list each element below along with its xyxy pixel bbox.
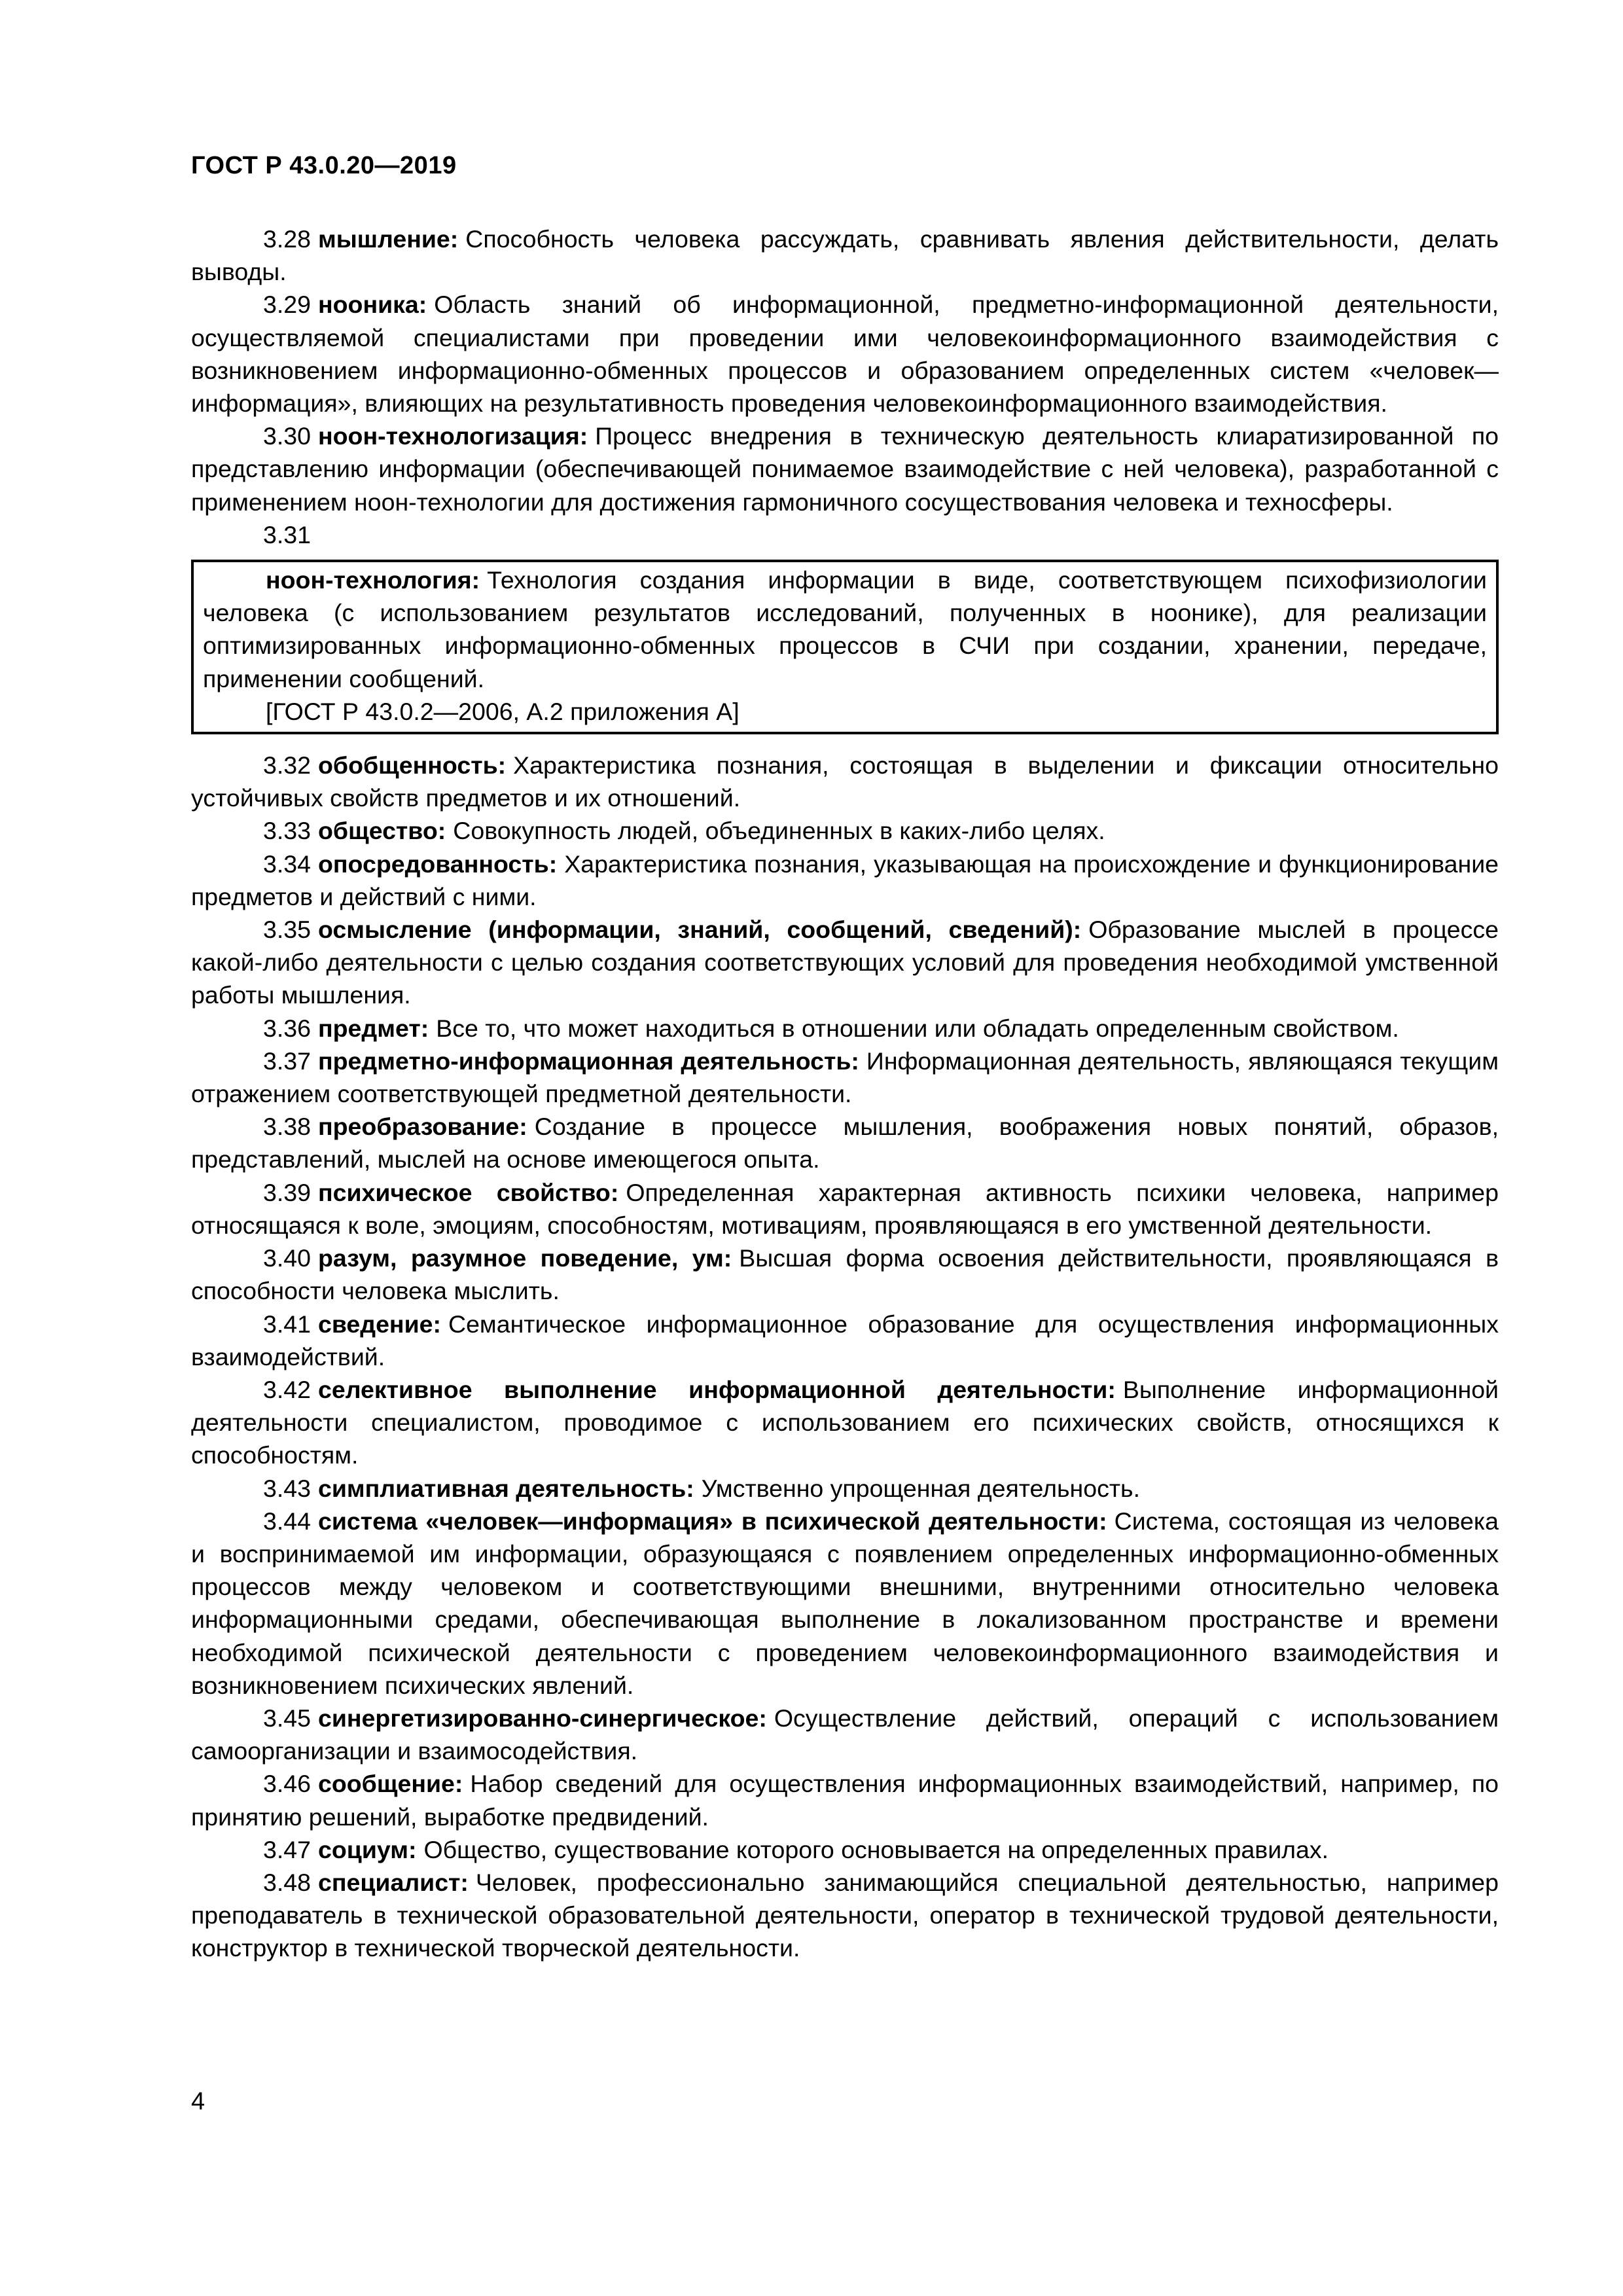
term-name: мышление :: [318, 225, 458, 253]
term-entry: [191, 288, 1499, 420]
term-definition: Характеристика познания, состоящая в выделении и фиксации относительно устойчивых свойств предметов и их отношений.: [191, 751, 1499, 812]
term-entry: [191, 1472, 1499, 1505]
term-definition: Человек, профессионально занимающийся специальной деятельностью, например преподаватель в технической образовательной деятельности, оператор в технической трудовой деятельности, конструктор в технической творческой деятельности.: [191, 1868, 1499, 1962]
term-definition: Общество, существование которого основывается на определенных правилах.: [423, 1835, 1329, 1863]
term-name: преобразование :: [318, 1113, 527, 1140]
term-entry: [191, 1702, 1499, 1767]
term-entry: [191, 1373, 1499, 1472]
term-definition: Информационная деятельность, являющаяся текущим отражением соответствующей предметной деятельности.: [191, 1047, 1499, 1108]
term-name: сведение :: [318, 1310, 441, 1338]
quoted-term-box: [191, 560, 1499, 734]
term-entry: [191, 1833, 1499, 1866]
term-number: 3.33: [263, 817, 311, 845]
term-name: сообщение :: [318, 1770, 463, 1797]
term-entry: [191, 1045, 1499, 1110]
term-name: нооника :: [318, 291, 427, 318]
term-definition: Умственно упрощенная деятельность.: [701, 1474, 1141, 1502]
term-name: социум :: [318, 1836, 416, 1863]
term-definition: Совокупность людей, объединенных в каких-либо целях.: [453, 817, 1105, 845]
term-name: разум, разумное поведение, ум :: [318, 1244, 732, 1272]
term-number: 3.44: [263, 1507, 311, 1535]
term-entry: [191, 223, 1499, 288]
term-name: симплиативная деятельность :: [318, 1475, 694, 1502]
term-number: 3.45: [263, 1704, 311, 1732]
term-entry: [191, 1176, 1499, 1242]
term-number: 3.40: [263, 1244, 311, 1272]
term-entry: [191, 1505, 1499, 1702]
term-number: 3.38: [263, 1113, 311, 1141]
term-source-reference: [ГОСТ Р 43.0.2—2006, А.2 приложения А]: [266, 697, 740, 725]
term-number: 3.29: [263, 291, 311, 319]
term-number: 3.39: [263, 1178, 311, 1206]
term-entry: [191, 1110, 1499, 1175]
term-definition: Характеристика познания, указывающая на происхождение и функционирование предметов и действий с ними.: [191, 850, 1499, 910]
term-definition: Способность человека рассуждать, сравнивать явления действительности, делать выводы.: [191, 225, 1499, 286]
term-definition: Процесс внедрения в техническую деятельность клиаратизированной по представлению информации (обеспечивающей понимаемое взаимодействие с ней человека), разработанной с применением ноон-технологии для достижения гармоничного сосуществования человека и техносферы.: [191, 422, 1499, 516]
term-entry: [191, 814, 1499, 847]
term-name: ноон-технология :: [266, 566, 480, 594]
term-definition: Высшая форма освоения действительности, проявляющаяся в способности человека мыслить.: [191, 1244, 1499, 1305]
term-definition: Система, состоящая из человека и воспринимаемой им информации, образующаяся с появлением определенных информационно-обменных процессов между человеком и соответствующими внешними, внутренними относительно человека информационными средами, обеспечивающая выполнение в локализованном пространстве и времени необходимой психической деятельности с проведением человекоинформационного взаимодействия и возникновением психических явлений.: [191, 1507, 1499, 1699]
term-name: обобщенность :: [318, 751, 506, 779]
term-number: 3.37: [263, 1047, 311, 1075]
document-body: [191, 223, 1499, 1965]
term-name: селективное выполнение информационной деятельности :: [318, 1376, 1116, 1403]
term-entry: [191, 1308, 1499, 1373]
document-header: ГОСТ Р 43.0.20—2019: [191, 152, 457, 179]
term-name: система «человек—информация» в психической деятельности :: [318, 1507, 1107, 1535]
term-name: предметно-информационная деятельность :: [318, 1047, 859, 1075]
term-entry: [191, 848, 1499, 913]
term-entry: [191, 420, 1499, 518]
term-name: общество :: [318, 817, 446, 844]
term-number: 3.47: [263, 1835, 311, 1863]
term-definition: Набор сведений для осуществления информационных взаимодействий, например, по принятию решений, выработке предвидений.: [191, 1770, 1499, 1831]
term-name: психическое свойство :: [318, 1179, 618, 1206]
term-number: 3.41: [263, 1310, 311, 1338]
terms-list: [191, 223, 1499, 518]
term-definition: Семантическое информационное образование для осуществления информационных взаимодействий.: [191, 1310, 1499, 1371]
term-name: специалист :: [318, 1869, 469, 1896]
term-entry: [191, 1767, 1499, 1833]
term-number: 3.42: [263, 1375, 311, 1403]
term-number: 3.48: [263, 1868, 311, 1896]
term-entry: [191, 1242, 1499, 1307]
term-definition: Определенная характерная активность психики человека, например относящаяся к воле, эмоциям, способностям, мотивациям, проявляющаяся в его умственной деятельности.: [191, 1178, 1499, 1239]
term-definition: Область знаний об информационной, предметно-информационной деятельности, осуществляемой специалистами при проведении ими человекоинформационного взаимодействия с возникновением информационно-обменных процессов и образованием определенных систем «человек—информация», влияющих на результативность проведения человекоинформационного взаимодействия.: [191, 291, 1499, 418]
term-entry: [191, 749, 1499, 814]
term-number: 3.35: [263, 916, 311, 944]
boxed-term-entry: [203, 564, 1487, 695]
term-number: 3.34: [263, 850, 311, 878]
term-entry: [191, 1012, 1499, 1045]
term-number: 3.28: [263, 225, 311, 253]
term-definition: Образование мыслей в процессе какой-либо деятельности с целью создания соответствующих условий для проведения необходимой умственной работы мышления.: [191, 916, 1499, 1009]
term-number: 3.36: [263, 1014, 311, 1042]
term-definition: Технология создания информации в виде, соответствующем психофизиологии человека (с использованием результатов исследований, полученных в ноонике), для реализации оптимизированных информационно-обменных процессов в СЧИ при создании, хранении, передаче, применении сообщений.: [203, 566, 1487, 692]
term-definition: Все то, что может находиться в отношении или обладать определенным свойством.: [436, 1014, 1399, 1042]
term-name: осмысление (информации, знаний, сообщений, сведений) :: [318, 916, 1081, 943]
terms-list: [191, 749, 1499, 1965]
term-number: 3.46: [263, 1770, 311, 1798]
term-name: опосредованность :: [318, 850, 557, 878]
term-name: синергетизированно-синергическое :: [318, 1704, 767, 1732]
term-entry: [191, 913, 1499, 1012]
term-definition: Выполнение информационной деятельности специалистом, проводимое с использованием его психических свойств, относящихся к способностям.: [191, 1375, 1499, 1469]
term-definition: Осуществление действий, операций с использованием самоорганизации и взаимосодействия.: [191, 1704, 1499, 1765]
term-number: 3.32: [263, 751, 311, 780]
term-name: ноон-технологизация :: [318, 422, 588, 450]
term-number: 3.30: [263, 422, 311, 450]
term-number: 3.31: [263, 520, 311, 548]
term-definition: Создание в процессе мышления, воображения новых понятий, образов, представлений, мыслей на основе имеющегося опыта.: [191, 1113, 1499, 1174]
page-number: 4: [191, 2088, 205, 2115]
term-entry: [191, 1866, 1499, 1965]
term-number: 3.43: [263, 1474, 311, 1502]
term-name: предмет :: [318, 1014, 429, 1042]
